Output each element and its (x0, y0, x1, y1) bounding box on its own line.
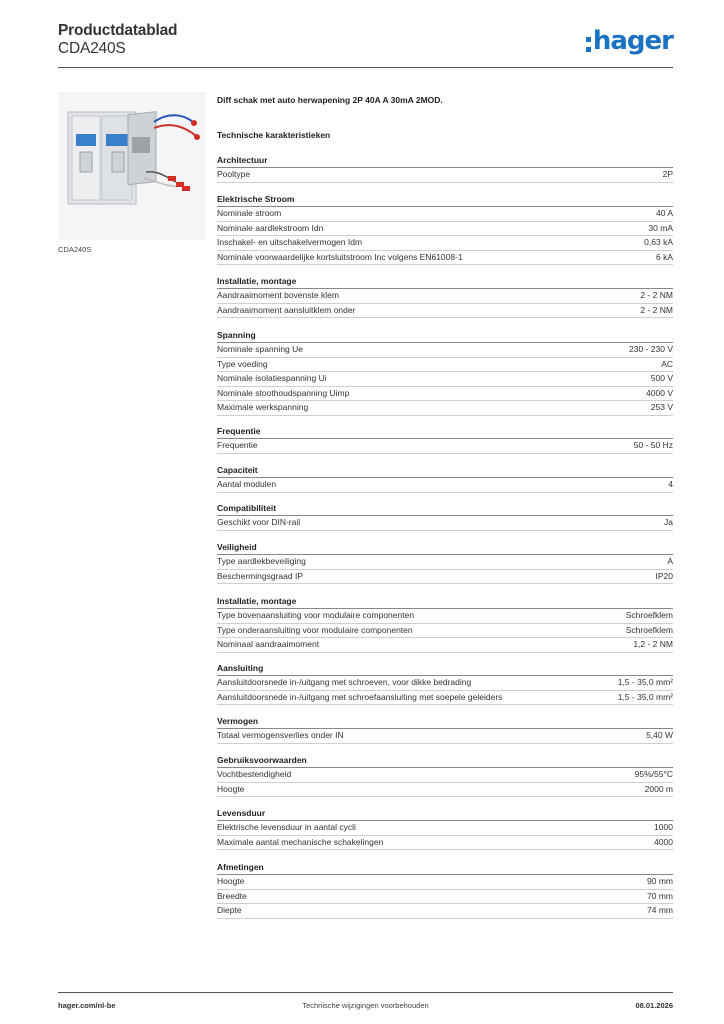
spec-section (217, 808, 673, 850)
spec-label: Type aardlekbeveiliging (217, 556, 306, 566)
spec-value: 90 mm (647, 876, 673, 886)
section-title: Installatie, montage (217, 276, 673, 289)
spec-row (217, 904, 673, 919)
spec-label: Nominaal aandraaimoment (217, 639, 320, 649)
spec-row (217, 875, 673, 890)
spec-label: Geschikt voor DIN-rail (217, 517, 301, 527)
spec-value: 95%/55°C (634, 769, 673, 779)
spec-label: Hoogte (217, 783, 245, 794)
page-title: Productdatablad (58, 22, 178, 39)
spec-row (217, 168, 673, 183)
spec-row (217, 691, 673, 706)
section-title: Installatie, montage (217, 596, 673, 609)
spec-section (217, 862, 673, 919)
spec-value: 40 A (655, 208, 673, 218)
spec-label: Diepte (217, 905, 242, 915)
spec-section (217, 542, 673, 584)
spec-row (217, 304, 673, 319)
spec-value: Ja (664, 517, 673, 527)
spec-label: Type voeding (217, 358, 268, 369)
spec-label: Pooltype (217, 169, 251, 179)
spec-section (217, 276, 673, 318)
footer-disclaimer: Technische wijzigingen voorbehouden (302, 1001, 429, 1010)
section-title: Afmetingen (217, 862, 673, 875)
spec-label: Nominale spanning Ue (217, 344, 303, 354)
spec-value: 253 V (650, 402, 673, 412)
spec-row (217, 343, 673, 358)
section-title: Vermogen (217, 716, 673, 729)
spec-section (217, 755, 673, 797)
spec-row (217, 289, 673, 304)
spec-value: 1,5 - 35,0 mm² (617, 691, 673, 702)
spec-row (217, 387, 673, 402)
spec-label: Nominale stoothoudspanning Uimp (217, 387, 350, 398)
spec-row (217, 821, 673, 836)
spec-label: Elektrische levensduur in aantal cycli (217, 822, 356, 832)
spec-value: 4000 (654, 836, 673, 847)
spec-label: Type onderaansluiting voor modulaire componenten (217, 624, 413, 635)
spec-row (217, 358, 673, 373)
section-title: Gebruiksvoorwaarden (217, 755, 673, 768)
hager-logo (586, 26, 673, 56)
spec-row (217, 570, 673, 585)
spec-value: 6 kA (655, 251, 673, 262)
spec-row (217, 478, 673, 493)
spec-section (217, 330, 673, 416)
spec-label: Nominale aardlekstroom Idn (217, 222, 324, 233)
spec-row (217, 890, 673, 905)
spec-label: Type bovenaansluiting voor modulaire componenten (217, 610, 415, 620)
spec-row (217, 555, 673, 570)
product-description: Diff schak met auto herwapening 2P 40A A 30mA 2MOD. (217, 95, 443, 105)
spec-value: 70 mm (647, 890, 673, 901)
spec-value: 50 - 50 Hz (633, 440, 673, 450)
section-title: Compatibiliteit (217, 503, 673, 516)
spec-row (217, 372, 673, 387)
spec-row (217, 516, 673, 531)
section-title: Spanning (217, 330, 673, 343)
spec-row (217, 222, 673, 237)
spec-row (217, 783, 673, 798)
spec-row (217, 251, 673, 266)
spec-label: Maximale werkspanning (217, 402, 309, 412)
spec-row (217, 729, 673, 744)
spec-row (217, 624, 673, 639)
spec-value: 0,63 kA (644, 237, 673, 247)
spec-value: Schroefklem (625, 624, 673, 635)
spec-label: Nominale stroom (217, 208, 282, 218)
page-header (58, 22, 673, 68)
footer-date: 08.01.2026 (635, 1001, 673, 1010)
spec-label: Aantal modulen (217, 479, 277, 489)
spec-label: Breedte (217, 890, 247, 901)
spec-value: 30 mA (648, 222, 673, 233)
spec-label: Aansluitdoorsnede in-/uitgang met schroeven, voor dikke bedrading (217, 677, 472, 687)
spec-row (217, 676, 673, 691)
spec-value: 500 V (650, 373, 673, 383)
spec-label: Frequentie (217, 440, 258, 450)
spec-value: 5,40 W (646, 730, 673, 740)
spec-value: 2 - 2 NM (640, 290, 673, 300)
spec-section (217, 465, 673, 493)
image-caption: CDA240S (58, 245, 92, 254)
logo-dots-icon (586, 37, 591, 52)
spec-section (217, 426, 673, 454)
section-title: Elektrische Stroom (217, 194, 673, 207)
spec-row (217, 236, 673, 251)
spec-value: 230 - 230 V (629, 344, 673, 354)
spec-value: 4000 V (646, 387, 673, 398)
product-photo-icon (58, 92, 206, 240)
section-title: Architectuur (217, 155, 673, 168)
spec-section (217, 503, 673, 531)
spec-section (217, 194, 673, 265)
spec-value: 2 - 2 NM (640, 304, 673, 315)
spec-label: Aansluitdoorsnede in-/uitgang met schroefaansluiting met soepele geleiders (217, 691, 503, 702)
spec-section (217, 596, 673, 653)
spec-row (217, 207, 673, 222)
spec-label: Nominale isolatiespanning Ui (217, 373, 327, 383)
spec-label: Nominale voorwaardelijke kortsluitstroom Inc volgens EN61008-1 (217, 251, 463, 262)
spec-section (217, 155, 673, 183)
spec-value: 1000 (654, 822, 673, 832)
section-title: Veiligheid (217, 542, 673, 555)
spec-label: Aandraaimoment aansluitklem onder (217, 304, 356, 315)
section-title: Capaciteit (217, 465, 673, 478)
footer-website[interactable]: hager.com/nl-be (58, 1001, 116, 1010)
spec-label: Aandraaimoment bovenste klem (217, 290, 339, 300)
section-title: Levensduur (217, 808, 673, 821)
spec-label: Beschermingsgraad IP (217, 570, 303, 581)
spec-value: 1,2 - 2 NM (633, 639, 673, 649)
spec-value: IP20 (655, 570, 673, 581)
spec-label: Hoogte (217, 876, 245, 886)
spec-value: AC (661, 358, 673, 369)
section-title: Aansluiting (217, 663, 673, 676)
spec-row (217, 439, 673, 454)
spec-value: 4 (668, 479, 673, 489)
spec-value: 74 mm (647, 905, 673, 915)
spec-row (217, 836, 673, 851)
product-image (58, 92, 206, 240)
spec-value: 2P (662, 169, 673, 179)
page-footer (58, 992, 673, 1012)
tech-characteristics-title: Technische karakteristieken (217, 130, 331, 140)
spec-label: Inschakel- en uitschakelvermogen Idm (217, 237, 363, 247)
spec-label: Maximale aantal mechanische schakelingen (217, 836, 384, 847)
logo-text: hager (592, 26, 673, 56)
spec-section (217, 663, 673, 705)
spec-value: A (667, 556, 673, 566)
spec-label: Totaal vermogensverlies onder IN (217, 730, 344, 740)
spec-row (217, 609, 673, 624)
spec-content (217, 95, 673, 140)
section-title: Frequentie (217, 426, 673, 439)
spec-section (217, 716, 673, 744)
spec-value: 2000 m (644, 783, 673, 794)
spec-value: Schroefklem (625, 610, 673, 620)
spec-label: Vochtbestendigheid (217, 769, 292, 779)
spec-row (217, 768, 673, 783)
spec-row (217, 401, 673, 416)
product-code: CDA240S (58, 40, 126, 57)
spec-value: 1,5 - 35,0 mm² (617, 677, 673, 687)
spec-row (217, 638, 673, 653)
